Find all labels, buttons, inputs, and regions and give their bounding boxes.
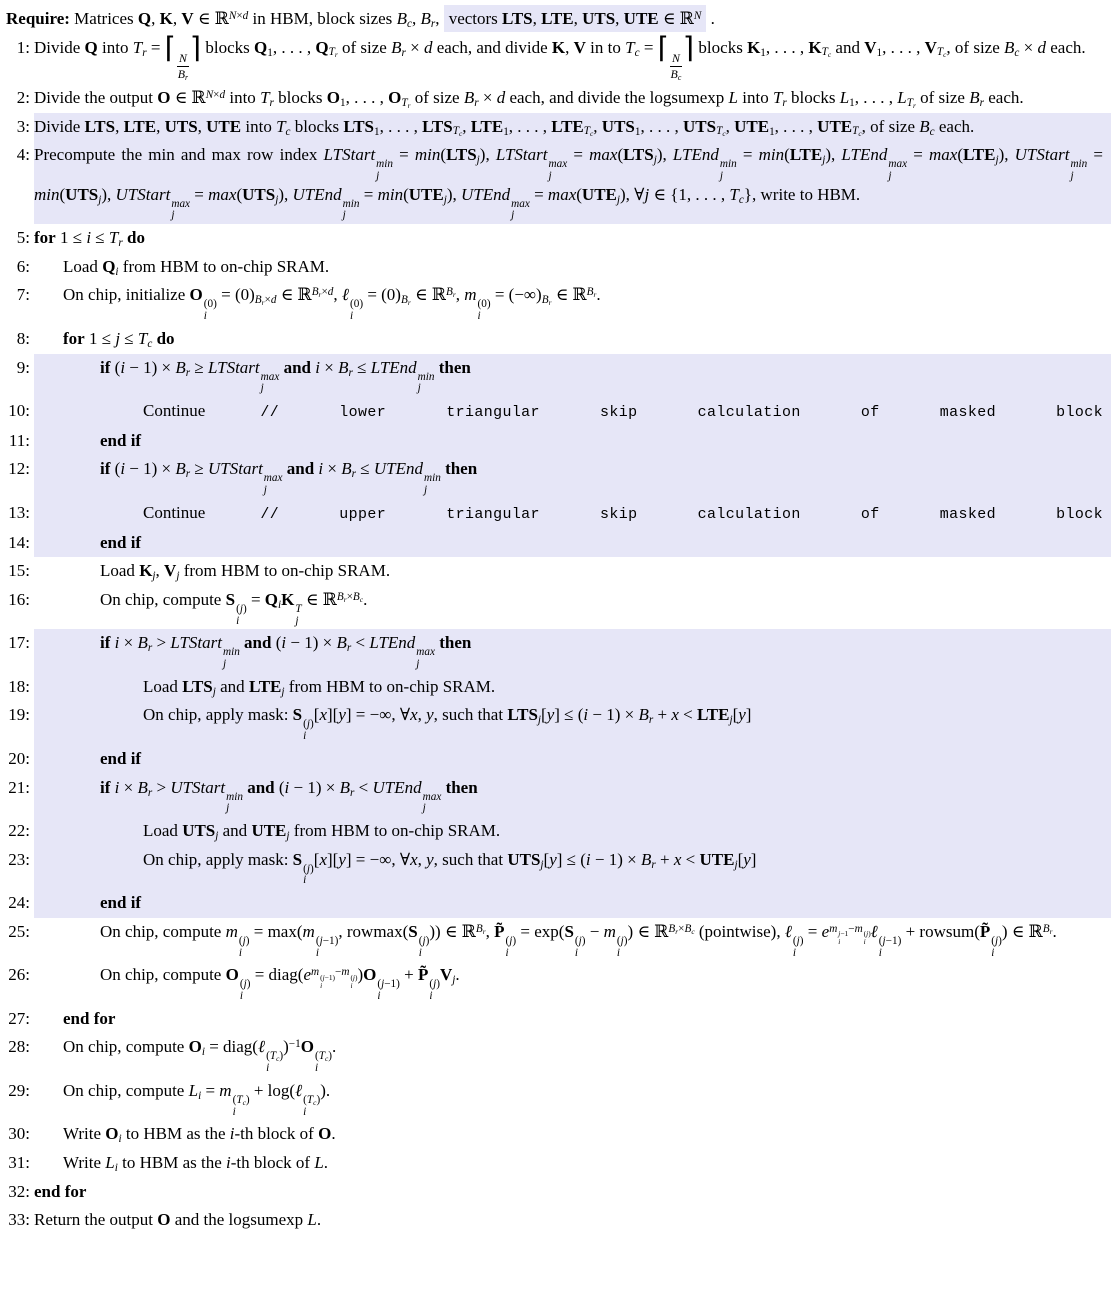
- line-number: 19:: [8, 705, 30, 725]
- line-number: 5:: [16, 228, 30, 248]
- line-number: 33:: [8, 1210, 30, 1230]
- line-content: if $i \times B_r$ > LTStart min j and $(i - 1) \times B_r$ < LTEnd max j then: [34, 629, 1111, 672]
- algo-line-15: [4, 557, 1111, 586]
- line-content: end if: [34, 427, 1111, 456]
- line-content: if $(i - 1) \times B_r$ ≥ UTStart max j and $i \times B_r$ ≤ UTEnd min j then: [34, 455, 1111, 498]
- line-content: Divide the output O ∈ ℝ$^{N\times d}$ into $T_r$ blocks $O_1$, . . . , $O_{T_r}$ of size $B_r \times d$ each, and divide the logsumexp L into $T_r$ blocks $L_1$, . . . , $L_{T_r}$ of size $B_r$ each.: [34, 87, 1024, 110]
- line-content: end for: [63, 1008, 116, 1028]
- line-content: On chip, compute $L_i = m$ $(T_c)$ i + log(ℓ $(T_c)$ i ).: [63, 1080, 331, 1118]
- algo-line-14: [4, 529, 1111, 558]
- algo-line-6: [4, 253, 1111, 282]
- algo-line-22: [4, 817, 1111, 846]
- algo-line-16: [4, 586, 1111, 629]
- line-content: On chip, compute m (j) i = max(m (j−1) i , rowmax(S (j) i )) ∈ ℝ$^{B_r}$, P̃ (j) i = exp(S (j) i − m (j) i ) ∈ ℝ$^{B_r\times B_c}$ (pointwise), ℓ (j) i = $e^{m j-1 i -m (j) i}$ ℓ (j−1) i + rowsum(P̃ (j) i ) ∈ ℝ$^{B_r}$.: [100, 921, 1057, 959]
- line-number: 8:: [16, 328, 30, 348]
- line-number: 25:: [8, 921, 30, 941]
- line-number: 12:: [8, 459, 30, 479]
- line-number: 28:: [8, 1037, 30, 1057]
- line-content: Precompute the min and max row index LTStart min j = $\min(LTS_j)$, LTStart max j = $\max(LTS_j)$, LTEnd min j = $\min(LTE_j)$, LTEnd max j = $\max(LTE_j)$, UTStart min j = $\min(UTS_j)$, UTStart max j = $\max(UTS_j)$, UTEnd min j = $\min(UTE_j)$, UTEnd max j = $\max(UTE_j)$, ∀j ∈ {1, . . . , $T_c$}, write to HBM.: [34, 141, 1111, 224]
- line-content: On chip, compute O (j) i = $diag(e^{m (j-1) i -m (j) i}$ )O (j−1) i + P̃ (j) i $V_j$.: [100, 965, 460, 1003]
- algo-line-13: [4, 499, 1111, 529]
- line-number: 26:: [8, 965, 30, 985]
- line-number: 3:: [16, 116, 30, 136]
- line-number: 31:: [8, 1153, 30, 1173]
- algo-line-8: [4, 325, 1111, 354]
- line-content: On chip, apply mask: S (j) i [x][y] = −∞, ∀x, y, such that $UTS_j[y] \le (i - 1) \times B_r + x < UTE_j[y]$: [34, 846, 1111, 889]
- line-content: On chip, compute $O_i$ = diag(ℓ $(T_c)$ i )$^{-1}$O $(T_c)$ i .: [63, 1037, 337, 1075]
- line-content: Load $Q_i$ from HBM to on-chip SRAM.: [63, 256, 330, 278]
- line-content: Load $LTS_j$ and $LTE_j$ from HBM to on-chip SRAM.: [34, 673, 1111, 702]
- algo-line-31: [4, 1149, 1111, 1178]
- algo-line-3: [4, 113, 1111, 142]
- line-number: 30:: [8, 1124, 30, 1144]
- line-content: On chip, initialize O (0) i = $(0)_{B_r\times d}$ ∈ ℝ$^{B_r\times d}$, ℓ (0) i = $(0)_{B_r}$ ∈ ℝ$^{B_r}$, m (0) i = $(-\infty)_{B_r}$ ∈ ℝ$^{B_r}$.: [63, 285, 601, 323]
- line-number: 21:: [8, 777, 30, 797]
- algo-line-12: [4, 455, 1111, 498]
- line-number: 23:: [8, 849, 30, 869]
- line-content: Continue // lower triangular skip calculation of masked block: [34, 397, 1111, 427]
- algo-line-11: [4, 427, 1111, 456]
- line-number: 22:: [8, 821, 30, 841]
- algo-line-33: [4, 1206, 1111, 1235]
- line-number: 27:: [8, 1008, 30, 1028]
- line-content: Load $K_j$, $V_j$ from HBM to on-chip SRAM.: [100, 561, 391, 582]
- line-number: 17:: [8, 633, 30, 653]
- line-number: 14:: [8, 532, 30, 552]
- line-number: 6:: [16, 256, 30, 276]
- algo-line-17: [4, 629, 1111, 672]
- line-number: 24:: [8, 893, 30, 913]
- algo-line-4: [4, 141, 1111, 224]
- line-content: if $i \times B_r$ > UTStart min j and $(i - 1) \times B_r$ < UTEnd max j then: [34, 774, 1111, 817]
- line-number: 18:: [8, 676, 30, 696]
- line-content: Divide LTS, LTE, UTS, UTE into $T_c$ blocks $LTS_1$, . . . , $LTS_{T_c}$, $LTE_1$, . . . , $LTE_{T_c}$, $UTS_1$, . . . , $UTS_{T_c}$, $UTE_1$, . . . , $UTE_{T_c}$, of size $B_c$ each.: [34, 113, 1111, 142]
- line-content: On chip, apply mask: S (j) i [x][y] = −∞, ∀x, y, such that $LTS_j[y] \le (i - 1) \times B_r + x < LTE_j[y]$: [34, 701, 1111, 744]
- line-number: 10:: [8, 401, 30, 421]
- line-content: Write $O_i$ to HBM as the i-th block of O.: [63, 1124, 336, 1146]
- require-highlight: vectors LTS, LTE, UTS, UTE ∈ ℝ$^N$: [444, 5, 707, 32]
- algo-line-9: [4, 354, 1111, 397]
- line-content: for $1 \le j \le T_c$ do: [63, 328, 175, 350]
- algo-line-23: [4, 846, 1111, 889]
- line-content: end if: [34, 745, 1111, 774]
- algo-line-24: [4, 889, 1111, 918]
- line-content: On chip, compute S (j) i = $Q_iK$ T j ∈ ℝ$^{B_r\times B_c}$.: [100, 589, 368, 627]
- require-label: Require:: [6, 9, 70, 28]
- line-content: Divide Q into $T_r$ = ⌈ $\frac{N}{B_r}$ ⌉ blocks $Q_1$, . . . , $Q_{T_r}$ of size $B_r \times d$ each, and divide K, V in to $T_c$ = ⌈ $\frac{N}{B_c}$ ⌉ blocks $K_1$, . . . , $K_{T_c}$ and $V_1$, . . . , $V_{T_c}$, of size $B_c \times d$ each.: [34, 29, 1086, 83]
- require-content: Require: Matrices Q, K, V ∈ ℝ$^{N\times d}$ in HBM, block sizes $B_c$, $B_r$, vectors LTS, LTE, UTS, UTE ∈ ℝ$^N$ .: [4, 5, 1111, 34]
- algo-line-1: [4, 29, 1111, 84]
- line-content: end if: [34, 529, 1111, 558]
- algo-line-19: [4, 701, 1111, 744]
- algo-line-28: [4, 1033, 1111, 1076]
- algo-line-27: [4, 1005, 1111, 1034]
- algo-line-32: [4, 1178, 1111, 1207]
- line-number: 4:: [16, 145, 30, 165]
- line-content: for $1 \le i \le T_r$ do: [34, 228, 145, 249]
- algo-line-21: [4, 774, 1111, 817]
- line-content: end if: [34, 889, 1111, 918]
- line-content: if $(i - 1) \times B_r$ ≥ LTStart max j and $i \times B_r$ ≤ LTEnd min j then: [34, 354, 1111, 397]
- line-number: 13:: [8, 502, 30, 522]
- algo-line-25: [4, 918, 1111, 961]
- algo-line-30: [4, 1120, 1111, 1149]
- algo-line-7: [4, 281, 1111, 324]
- line-number: 29:: [8, 1080, 30, 1100]
- algo-line-29: [4, 1077, 1111, 1120]
- line-content: Write $L_i$ to HBM as the i-th block of L.: [63, 1153, 329, 1174]
- algo-line-2: [4, 84, 1111, 113]
- algorithm-lines: [4, 29, 1111, 1235]
- line-number: 1:: [16, 37, 30, 57]
- line-content: Return the output O and the logsumexp L.: [34, 1210, 322, 1230]
- line-number: 15:: [8, 561, 30, 581]
- algo-line-26: [4, 961, 1111, 1004]
- algo-line-5: [4, 224, 1111, 253]
- line-content: Load $UTS_j$ and $UTE_j$ from HBM to on-chip SRAM.: [34, 817, 1111, 846]
- line-content: end for: [34, 1181, 87, 1201]
- line-number: 2:: [16, 87, 30, 107]
- line-number: 20:: [8, 748, 30, 768]
- line-number: 7:: [16, 285, 30, 305]
- algo-line-18: [4, 673, 1111, 702]
- line-number: 9:: [16, 357, 30, 377]
- line-content: Continue // upper triangular skip calculation of masked block: [34, 499, 1111, 529]
- line-number: 11:: [8, 430, 30, 450]
- algo-line-20: [4, 745, 1111, 774]
- line-number: 16:: [8, 589, 30, 609]
- line-number: 32:: [8, 1181, 30, 1201]
- algo-line-10: [4, 397, 1111, 427]
